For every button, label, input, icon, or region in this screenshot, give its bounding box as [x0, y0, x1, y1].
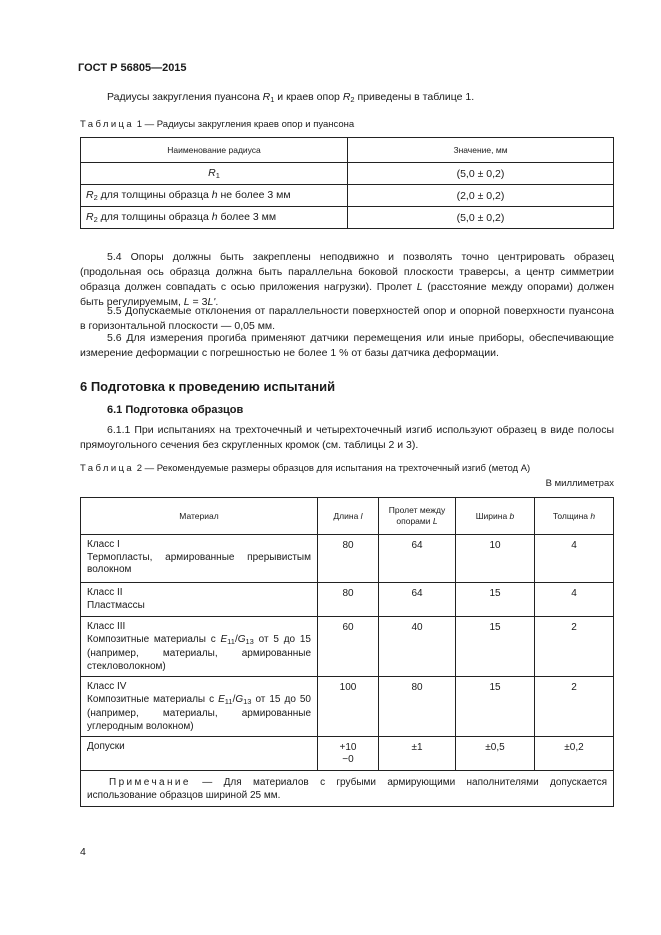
standard-header: ГОСТ Р 56805—2015	[78, 62, 187, 74]
thickness-cell: 4	[535, 583, 614, 617]
material-cell	[81, 583, 318, 617]
width-cell: 15	[456, 617, 535, 677]
material-desc: Термопласты, армированные прерывистым волокном	[87, 551, 311, 575]
caption-word: Таблица	[80, 463, 135, 474]
desc-text: /	[232, 693, 236, 705]
material-cell	[81, 535, 318, 583]
header-text: Ширина	[475, 511, 510, 521]
table2-header-thickness	[535, 498, 614, 535]
symbol-b: b	[509, 511, 515, 521]
symbol-h: h	[211, 189, 218, 201]
symbol-sub: 13	[243, 696, 252, 706]
paragraph-text: .	[215, 296, 219, 308]
subsection-title: 6.1 Подготовка образцов	[107, 404, 244, 416]
table-note-row	[81, 771, 614, 807]
cell-text: для толщины образца	[97, 211, 212, 223]
cell-text: более 3 мм	[217, 211, 277, 223]
length-cell: 80	[318, 535, 379, 583]
table2-caption	[80, 463, 530, 474]
width-cell: 10	[456, 535, 535, 583]
symbol-r: R	[86, 189, 94, 201]
material-desc: Пластмассы	[87, 599, 145, 611]
table1	[80, 137, 614, 229]
page-number: 4	[80, 846, 86, 858]
symbol-sub: 11	[224, 696, 233, 706]
symbol-g: G	[237, 633, 246, 645]
symbol-r2: R	[342, 91, 351, 103]
symbol-sub: 2	[93, 193, 98, 202]
table1-cell-value: (2,0 ± 0,2)	[348, 185, 614, 207]
cell-text: не более 3 мм	[217, 189, 291, 201]
desc-text: от 15 до 50 (например, материалы, армированные углеродным волокном)	[87, 693, 311, 732]
symbol-h: h	[211, 211, 218, 223]
table1-header-value: Значение, мм	[348, 138, 614, 163]
cell-text: для толщины образца	[97, 189, 212, 201]
desc-text: Композитные материалы с	[87, 633, 221, 645]
material-desc	[87, 634, 311, 674]
table2	[80, 497, 614, 807]
table-row	[81, 207, 614, 229]
thickness-cell: 2	[535, 617, 614, 677]
header-text: Длина	[333, 511, 361, 521]
span-cell: 80	[379, 677, 456, 737]
width-cell: 15	[456, 583, 535, 617]
material-class: Класс I	[87, 539, 120, 550]
caption-text: 2 — Рекомендуемые размеры образцов для испытания на трехточечный изгиб (метод А)	[134, 463, 531, 474]
span-cell: 40	[379, 617, 456, 677]
paragraph-text: = 3	[189, 296, 208, 308]
symbol-r: R	[208, 167, 216, 179]
table-row	[81, 185, 614, 207]
span-cell: ±1	[379, 737, 456, 771]
table1-cell-value: (5,0 ± 0,2)	[348, 163, 614, 185]
length-cell	[318, 737, 379, 771]
symbol-sub: 13	[245, 636, 254, 646]
material-cell: Допуски	[81, 737, 318, 771]
table1-header-name: Наименование радиуса	[81, 138, 348, 163]
intro-paragraph	[80, 90, 614, 107]
table2-header-span	[379, 498, 456, 535]
symbol-r: R	[86, 211, 94, 223]
material-class: Класс IV	[87, 681, 127, 692]
paragraph-text: 5.4 Опоры должны быть закреплены неподвижно и позволять точно центрировать образец (продольная ось образца должна быть параллельна боковой плоскости траверсы, а центр симметрии образца должен совпадать с осью приложения нагрузки). Пролет	[80, 251, 614, 293]
intro-text: Радиусы закругления пуансона	[107, 91, 263, 103]
desc-text: /	[234, 633, 238, 645]
span-cell: 64	[379, 535, 456, 583]
note-text: — Для материалов с грубыми армирующими наполнителями допускается использование образцов шириной 25 мм.	[87, 777, 607, 801]
length-cell: 80	[318, 583, 379, 617]
symbol-r2-sub: 2	[350, 95, 355, 104]
thickness-cell: 2	[535, 677, 614, 737]
paragraph-6-1-1: 6.1.1 При испытаниях на трехточечный и четырехточечный изгиб используют образец в виде полосы прямоугольного сечения без скругленных кромок (см. таблицы 2 и 3).	[80, 424, 614, 451]
paragraph-5-6: 5.6 Для измерения прогиба применяют датчики перемещения или иные приборы, обеспечивающие измерение деформации с погрешностью не более 1 % от базы датчика деформации.	[80, 332, 614, 359]
symbol-l-prime: L'	[207, 296, 216, 308]
table-row	[81, 163, 614, 185]
table2-header-material: Материал	[81, 498, 318, 535]
table1-cell-name	[81, 185, 348, 207]
table1-cell-value: (5,0 ± 0,2)	[348, 207, 614, 229]
units-label: В миллиметрах	[545, 478, 614, 489]
thickness-cell: ±0,2	[535, 737, 614, 771]
table-row	[81, 737, 614, 771]
symbol-g: G	[235, 693, 244, 705]
material-class: Класс III	[87, 621, 126, 632]
length-cell: 60	[318, 617, 379, 677]
table2-note	[81, 771, 614, 807]
caption-text: 1 — Радиусы закругления краев опор и пуансона	[134, 119, 355, 130]
material-cell	[81, 617, 318, 677]
symbol-l: L	[183, 296, 190, 308]
symbol-l: l	[360, 511, 363, 521]
desc-text: от 5 до 15 (например, материалы, армированные стекловолокном)	[87, 633, 311, 672]
symbol-r1-sub: 1	[270, 95, 275, 104]
table1-cell-name	[81, 163, 348, 185]
symbol-sub: 11	[227, 636, 235, 646]
paragraph-5-4	[80, 250, 614, 310]
table2-header-width	[456, 498, 535, 535]
symbol-l: L	[432, 516, 438, 526]
width-cell: 15	[456, 677, 535, 737]
tolerance-plus: +10	[339, 742, 357, 753]
intro-text: приведены в таблице 1.	[354, 91, 475, 103]
material-desc	[87, 694, 311, 734]
symbol-r1: R	[262, 91, 271, 103]
symbol-sub: 2	[93, 215, 98, 224]
symbol-sub: 1	[215, 171, 220, 180]
table1-cell-name	[81, 207, 348, 229]
symbol-e: E	[220, 633, 228, 645]
table1-caption	[80, 119, 354, 130]
material-cell	[81, 677, 318, 737]
symbol-l: L	[416, 281, 423, 293]
tolerance-minus: −0	[342, 754, 354, 765]
span-cell: 64	[379, 583, 456, 617]
section-title: 6 Подготовка к проведению испытаний	[80, 379, 336, 394]
table-row	[81, 617, 614, 677]
paragraph-5-5: 5.5 Допускаемые отклонения от параллельности поверхностей опор и опорной поверхности пуансона в горизонтальной плоскости — 0,05 мм.	[80, 305, 614, 332]
thickness-cell: 4	[535, 535, 614, 583]
header-text: Толщина	[552, 511, 591, 521]
table-row	[81, 677, 614, 737]
width-cell: ±0,5	[456, 737, 535, 771]
symbol-e: E	[218, 693, 225, 705]
desc-text: Композитные материалы с	[87, 693, 219, 705]
paragraph-text: (расстояние между опорами) должен быть регулируемым,	[80, 281, 615, 308]
symbol-h: h	[590, 511, 596, 521]
table2-header-length	[318, 498, 379, 535]
length-cell: 100	[318, 677, 379, 737]
intro-text: и краев опор	[274, 91, 343, 103]
caption-word: Таблица	[80, 119, 135, 130]
table-row	[81, 583, 614, 617]
material-class: Класс II	[87, 587, 123, 598]
note-word: Примечание	[109, 777, 191, 788]
header-text: Пролет между	[388, 505, 446, 515]
header-text: опорами	[396, 516, 433, 526]
table-row	[81, 535, 614, 583]
